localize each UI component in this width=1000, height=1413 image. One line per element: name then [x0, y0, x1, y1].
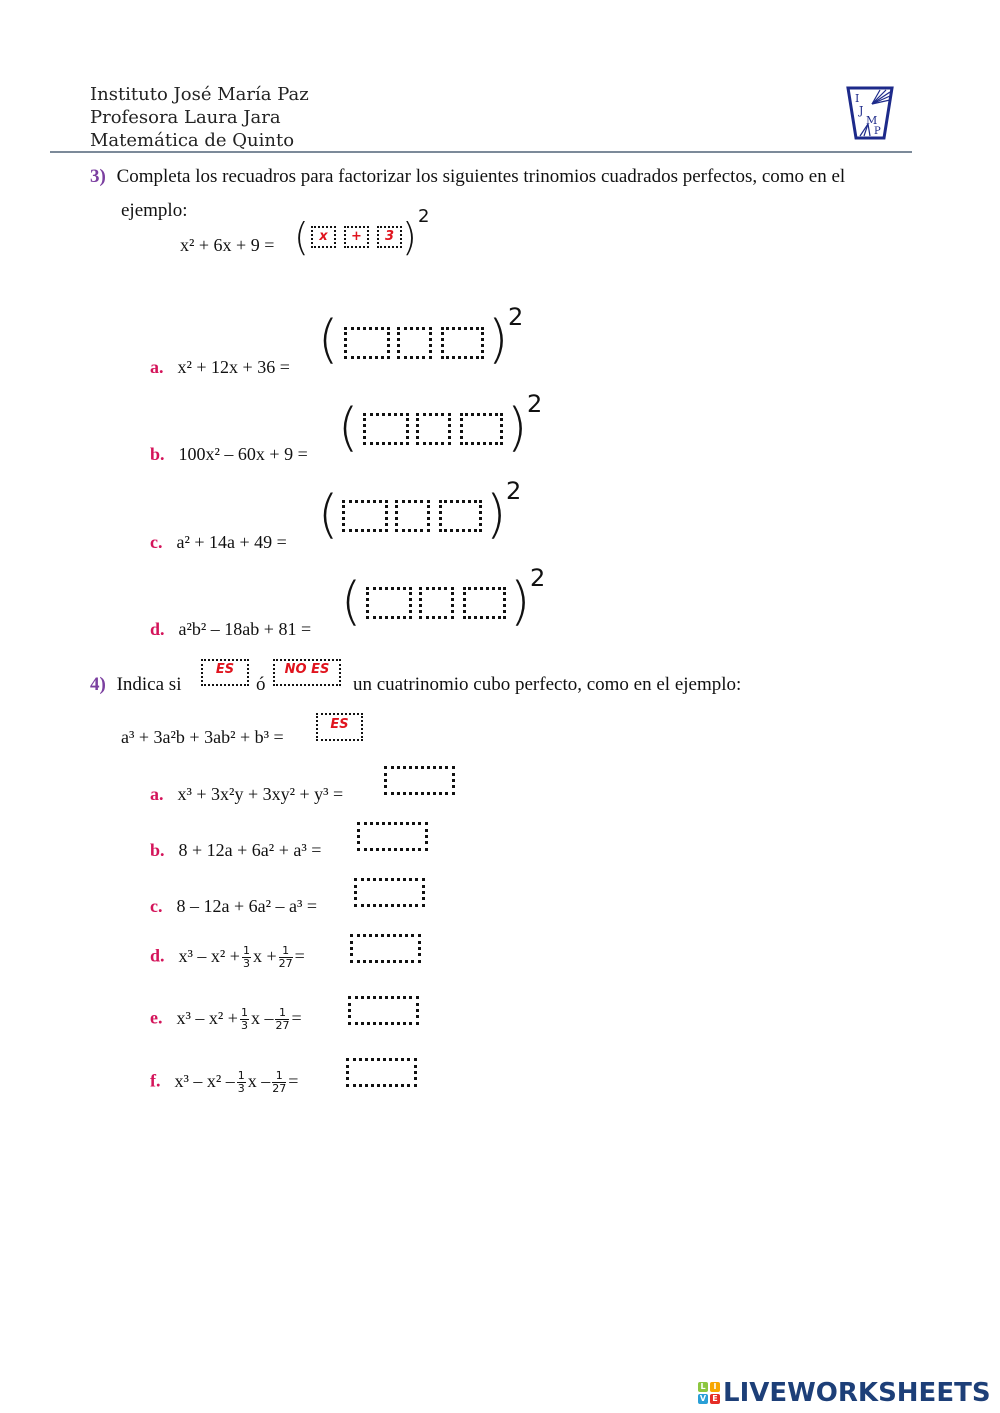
close-paren: ): [402, 215, 417, 259]
answer-box-4d[interactable]: [350, 934, 421, 963]
fraction: $\frac{1}{3}$: [237, 1069, 245, 1095]
answer-box-4f[interactable]: [346, 1058, 417, 1087]
answer-box-3b-1[interactable]: [363, 413, 409, 445]
question-3-heading: [90, 166, 845, 188]
item-3a: [150, 357, 290, 378]
question-text-after: un cuatrinomio cubo perfecto, como en el ejemplo:: [353, 674, 742, 695]
logo-tiles-icon: L I V E: [698, 1382, 720, 1404]
example-expression: x² + 6x + 9 =: [180, 235, 275, 255]
item-expression: 8 – 12a + 6a² – a³ =: [176, 896, 318, 916]
item-expression: a²b² – 18ab + 81 =: [178, 619, 312, 639]
expr-part: x –: [250, 1007, 274, 1028]
item-label: b.: [150, 840, 165, 860]
close-paren: ): [507, 398, 528, 458]
question-number: 3): [90, 166, 106, 187]
answer-box-4c[interactable]: [354, 878, 425, 907]
answer-box-4b[interactable]: [357, 822, 428, 851]
question-number: 4): [90, 674, 106, 695]
item-4b: [150, 840, 321, 861]
item-4d: [150, 945, 305, 970]
item-label: d.: [150, 945, 165, 966]
header-divider: [50, 151, 912, 153]
expr-part: =: [291, 1007, 302, 1028]
item-expression: x² + 12x + 36 =: [177, 357, 290, 377]
item-label: d.: [150, 619, 165, 639]
expr-part: =: [288, 1070, 299, 1091]
item-label: f.: [150, 1070, 161, 1091]
question-instruction-cont: ejemplo:: [121, 200, 188, 221]
answer-box-3c-1[interactable]: [342, 500, 388, 532]
answer-box-3a-2[interactable]: [397, 327, 432, 359]
exponent: 2: [530, 564, 546, 592]
answer-box-3d-2[interactable]: [419, 587, 454, 619]
item-label: c.: [150, 532, 163, 552]
question-instruction: Completa los recuadros para factorizar los siguientes trinomios cuadrados perfectos, como en el: [116, 166, 846, 187]
answer-box-3b-2[interactable]: [416, 413, 451, 445]
close-paren: ): [488, 310, 509, 370]
answer-box-3a-3[interactable]: [441, 327, 484, 359]
school-name: Instituto José María Paz: [90, 84, 309, 105]
item-4c: [150, 896, 317, 917]
close-paren: ): [486, 485, 507, 545]
school-logo: [846, 86, 894, 140]
expr-part: =: [294, 945, 305, 966]
item-expression: 100x² – 60x + 9 =: [178, 444, 308, 464]
item-label: c.: [150, 896, 163, 916]
question-4-heading: [90, 674, 181, 696]
fraction: $\frac{1}{27}$: [278, 944, 293, 970]
answer-box-3c-2[interactable]: [395, 500, 430, 532]
answer-box-3d-1[interactable]: [366, 587, 412, 619]
close-paren: ): [510, 572, 531, 632]
item-label: b.: [150, 444, 165, 464]
svg-text:I: I: [855, 92, 860, 105]
example-box-1: x: [311, 226, 336, 248]
option-no-es-box: NO ES: [273, 659, 341, 686]
teacher-name: Profesora Laura Jara: [90, 107, 281, 128]
exponent: 2: [418, 206, 430, 227]
item-label: a.: [150, 784, 164, 804]
exponent: 2: [508, 303, 524, 331]
svg-text:J: J: [859, 104, 864, 117]
item-4a: [150, 784, 343, 805]
open-paren: (: [338, 398, 359, 458]
option-es-box: ES: [201, 659, 249, 686]
item-4f: [150, 1070, 298, 1095]
answer-box-3d-3[interactable]: [463, 587, 506, 619]
open-paren: (: [341, 572, 362, 632]
expr-part: x³ – x² –: [174, 1070, 235, 1091]
expr-part: x +: [252, 945, 277, 966]
item-expression: a² + 14a + 49 =: [176, 532, 287, 552]
question-text-before: Indica si: [116, 674, 182, 695]
answer-box-4e[interactable]: [348, 996, 419, 1025]
fraction: $\frac{1}{27}$: [272, 1069, 287, 1095]
example-answer-box: ES: [316, 713, 363, 741]
exponent: 2: [527, 390, 543, 418]
brand-name: LIVEWORKSHEETS: [723, 1378, 991, 1408]
svg-text:P: P: [874, 126, 881, 137]
fraction: $\frac{1}{3}$: [242, 944, 250, 970]
item-expression: 8 + 12a + 6a² + a³ =: [178, 840, 322, 860]
item-label: a.: [150, 357, 164, 377]
item-label: e.: [150, 1007, 163, 1028]
item-4e: [150, 1007, 302, 1032]
fraction: $\frac{1}{3}$: [240, 1006, 248, 1032]
subject-name: Matemática de Quinto: [90, 130, 295, 151]
answer-box-4a[interactable]: [384, 766, 455, 795]
expr-part: x –: [247, 1070, 271, 1091]
item-3d: [150, 619, 311, 640]
open-paren: (: [318, 485, 339, 545]
answer-box-3b-3[interactable]: [460, 413, 503, 445]
item-expression: x³ + 3x²y + 3xy² + y³ =: [177, 784, 344, 804]
example-box-2: +: [344, 226, 369, 248]
expr-part: x³ – x² +: [178, 945, 240, 966]
example-expression: a³ + 3a²b + 3ab² + b³ =: [121, 727, 284, 747]
fraction: $\frac{1}{27}$: [275, 1006, 290, 1032]
expr-part: x³ – x² +: [176, 1007, 238, 1028]
liveworksheets-logo: [698, 1378, 991, 1408]
item-3c: [150, 532, 287, 553]
question-text-or: ó: [256, 674, 266, 695]
answer-box-3a-1[interactable]: [344, 327, 390, 359]
exponent: 2: [506, 477, 522, 505]
open-paren: (: [294, 215, 309, 259]
example-box-3: 3: [377, 226, 402, 248]
open-paren: (: [318, 310, 339, 370]
svg-text:M: M: [866, 114, 878, 127]
answer-box-3c-3[interactable]: [439, 500, 482, 532]
item-3b: [150, 444, 308, 465]
